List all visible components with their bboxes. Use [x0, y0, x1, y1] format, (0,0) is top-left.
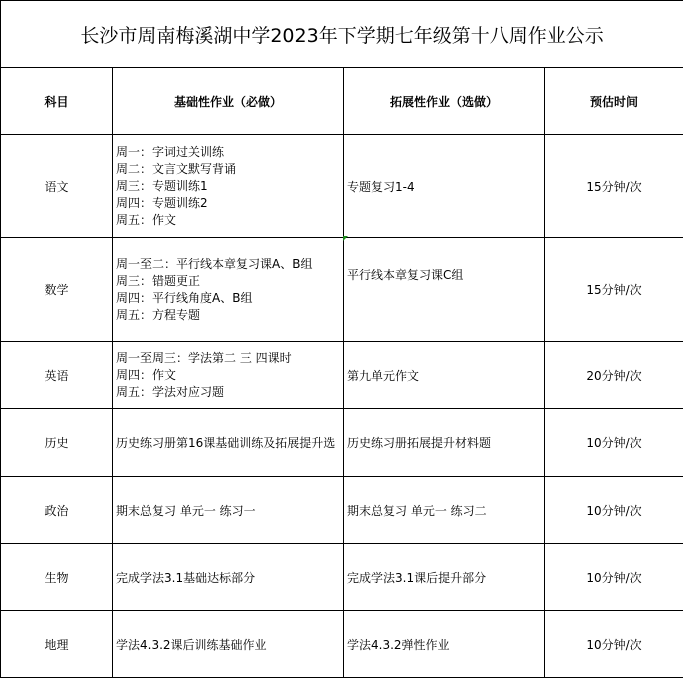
- basic-line: 周五：学法对应习题: [116, 384, 343, 401]
- subject-cell: 政治: [1, 477, 113, 544]
- basic-line: 周三：错题更正: [116, 273, 343, 290]
- basic-line: 周三：专题训练1: [116, 178, 343, 195]
- basic-cell: [113, 611, 344, 678]
- page-title: 长沙市周南梅溪湖中学2023年下学期七年级第十八周作业公示: [1, 1, 683, 68]
- header-extended: 拓展性作业（选做）: [344, 68, 545, 135]
- basic-line: 周五：作文: [116, 212, 343, 229]
- basic-line: 期末总复习 单元一 练习一: [116, 504, 256, 518]
- header-subject: 科目: [1, 68, 113, 135]
- subject-cell: 语文: [1, 135, 113, 238]
- time-cell: 10分钟/次: [545, 409, 683, 477]
- header-row: [1, 68, 683, 135]
- basic-cell: [113, 238, 344, 342]
- basic-line: 周四：专题训练2: [116, 195, 343, 212]
- table-row: [1, 611, 683, 678]
- basic-cell: [113, 135, 344, 238]
- extended-cell: 第九单元作文: [344, 342, 545, 409]
- subject-cell: 地理: [1, 611, 113, 678]
- time-cell: 20分钟/次: [545, 342, 683, 409]
- table-row: [1, 544, 683, 611]
- basic-line: 周一：字词过关训练: [116, 144, 343, 161]
- extended-cell: 完成学法3.1课后提升部分: [344, 544, 545, 611]
- basic-line: 周一至周三：学法第二 三 四课时: [116, 350, 343, 367]
- basic-line: 周四：平行线角度A、B组: [116, 290, 343, 307]
- table-row: [1, 477, 683, 544]
- basic-line: 周二：文言文默写背诵: [116, 161, 343, 178]
- table-row: [1, 135, 683, 238]
- subject-cell: 数学: [1, 238, 113, 342]
- basic-line: 周五：方程专题: [116, 307, 343, 324]
- extended-cell: 平行线本章复习课C组: [344, 238, 545, 342]
- basic-line: 学法4.3.2课后训练基础作业: [116, 638, 267, 652]
- subject-cell: 历史: [1, 409, 113, 477]
- extended-cell: 专题复习1-4: [344, 135, 545, 238]
- header-time: 预估时间: [545, 68, 683, 135]
- subject-cell: 生物: [1, 544, 113, 611]
- basic-line: 历史练习册第16课基础训练及拓展提升选: [116, 434, 344, 451]
- extended-cell: 学法4.3.2弹性作业: [344, 611, 545, 678]
- table-row: [1, 409, 683, 477]
- extended-cell: 历史练习册拓展提升材料题: [344, 409, 545, 477]
- time-cell: 15分钟/次: [545, 135, 683, 238]
- header-basic: 基础性作业（必做）: [113, 68, 344, 135]
- time-cell: 10分钟/次: [545, 477, 683, 544]
- time-cell: 10分钟/次: [545, 611, 683, 678]
- comment-marker-icon: [343, 236, 348, 241]
- time-cell: 10分钟/次: [545, 544, 683, 611]
- basic-line: 周四：作文: [116, 367, 343, 384]
- basic-line: 周一至二：平行线本章复习课A、B组: [116, 256, 343, 273]
- table-row: [1, 238, 683, 342]
- basic-cell: [113, 544, 344, 611]
- subject-cell: 英语: [1, 342, 113, 409]
- basic-line: 完成学法3.1基础达标部分: [116, 571, 255, 585]
- basic-cell: [113, 342, 344, 409]
- time-cell: 15分钟/次: [545, 238, 683, 342]
- basic-cell: [113, 409, 344, 477]
- extended-cell: 期末总复习 单元一 练习二: [344, 477, 545, 544]
- basic-cell: [113, 477, 344, 544]
- table-row: [1, 342, 683, 409]
